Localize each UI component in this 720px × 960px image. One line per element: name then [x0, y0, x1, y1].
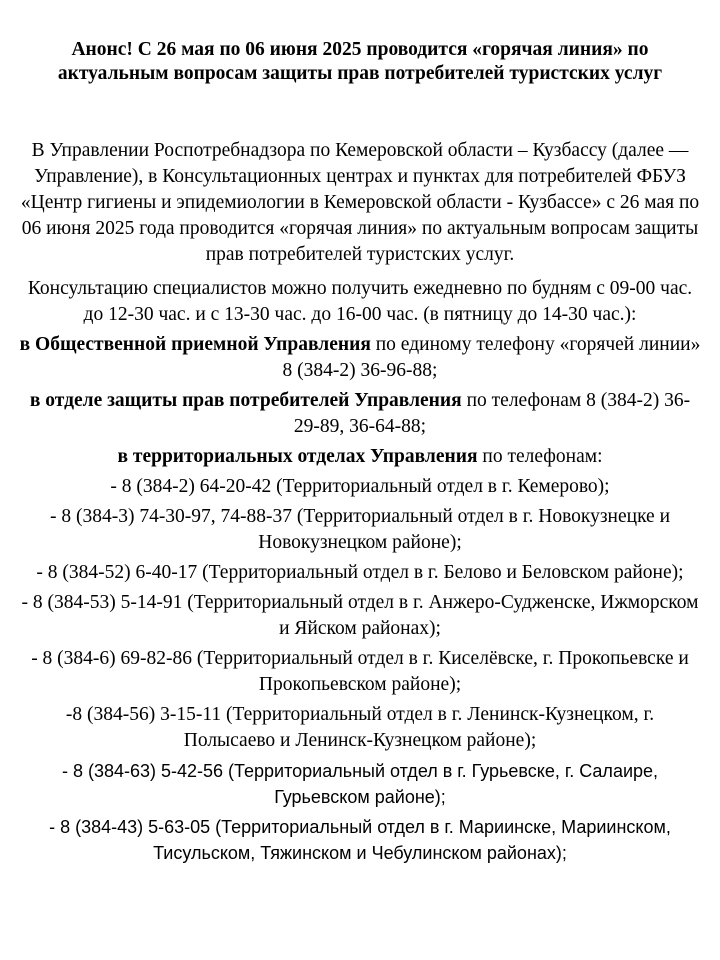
- territorial-paragraph: [18, 444, 702, 470]
- phone-item: - 8 (384-43) 5-63-05 (Территориальный отдел в г. Мариинске, Мариинском, Тисульском, Тяжинском и Чебулинском районах);: [49, 817, 671, 863]
- phone-item: -8 (384-56) 3-15-11 (Территориальный отдел в г. Ленинск-Кузнецком, г. Полысаево и Ленинск-Кузнецком районе);: [65, 704, 655, 751]
- reception-bold: в Общественной приемной Управления: [19, 334, 371, 355]
- phone-item: - 8 (384-6) 69-82-86 (Территориальный отдел в г. Киселёвске, г. Прокопьевске и Прокопьевском районе);: [31, 648, 689, 695]
- protection-text: по телефонам 8 (384-2) 36-29-89, 36-64-88;: [293, 390, 691, 437]
- phone-item: - 8 (384-52) 6-40-17 (Территориальный отдел в г. Белово и Беловском районе);: [36, 562, 684, 583]
- phone-item: - 8 (384-53) 5-14-91 (Территориальный отдел в г. Анжеро-Судженске, Ижморском и Яйском районах);: [21, 592, 699, 639]
- phone-item: - 8 (384-2) 64-20-42 (Территориальный отдел в г. Кемерово);: [110, 476, 610, 497]
- announcement-body: [18, 138, 702, 870]
- reception-text: по единому телефону «горячей линии» 8 (384-2) 36-96-88;: [282, 334, 701, 381]
- schedule-paragraph: Консультацию специалистов можно получить ежедневно по будням с 09-00 час. до 12-30 час. и с 13-30 час. до 16-00 час. (в пятницу до 14-30 час.):: [27, 278, 693, 325]
- reception-paragraph: [18, 332, 702, 384]
- territorial-text: по телефонам:: [477, 446, 603, 467]
- phone-item: - 8 (384-63) 5-42-56 (Территориальный отдел в г. Гурьевске, г. Салаире, Гурьевском районе);: [61, 761, 659, 807]
- intro-paragraph: В Управлении Роспотребнадзора по Кемеровской области – Кузбассу (далее — Управление), в Консультационных центрах и пунктах для потребителей ФБУЗ «Центр гигиены и эпидемиологии в Кемеровской области - Кузбассе» с 26 мая по 06 июня 2025 года проводится «горячая линия» по актуальным вопросам защиты прав потребителей туристских услуг.: [20, 140, 700, 265]
- protection-paragraph: [18, 388, 702, 440]
- territorial-bold: в территориальных отделах Управления: [117, 446, 478, 467]
- announcement-title: Анонс! С 26 мая по 06 июня 2025 проводится «горячая линия» по актуальным вопросам защиты прав потребителей туристских услуг: [57, 39, 663, 84]
- protection-bold: в отделе защиты прав потребителей Управления: [29, 390, 462, 411]
- phone-item: - 8 (384-3) 74-30-97, 74-88-37 (Территориальный отдел в г. Новокузнецке и Новокузнецком районе);: [49, 506, 671, 553]
